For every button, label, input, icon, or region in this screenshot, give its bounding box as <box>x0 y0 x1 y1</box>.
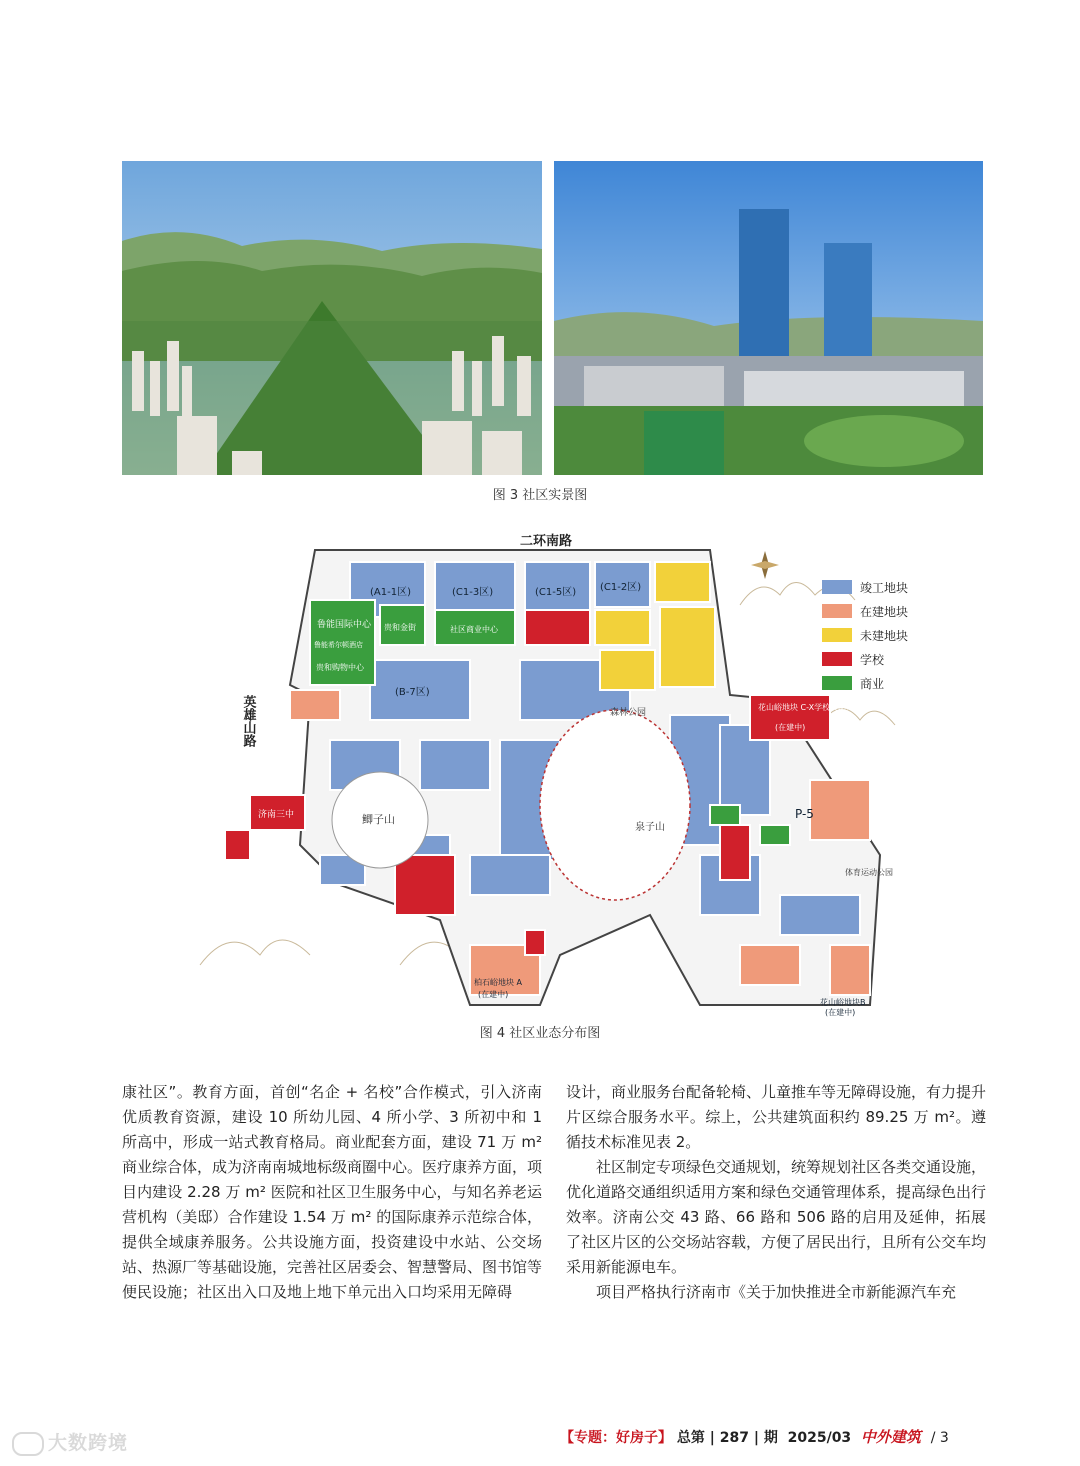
legend-label: 学校 <box>860 653 885 667</box>
label-huashan-c: 花山峪地块 C-X学校及幼儿园 <box>758 703 863 712</box>
label-huashan-b-status: (在建中) <box>825 1008 856 1017</box>
legend-label: 未建地块 <box>860 629 909 643</box>
footer-brand: 中外建筑 <box>860 1428 921 1446</box>
footer-issue-prefix: 总第 <box>676 1430 705 1446</box>
footer-issue-suffix: 期 <box>763 1430 778 1446</box>
label-liucun: 柏石峪地块 A <box>474 978 523 987</box>
label-p5: P-5 <box>795 807 814 821</box>
legend-label: 竣工地块 <box>860 581 909 595</box>
road-label-west: 英雄山路 <box>240 695 256 747</box>
label-c1-2: (C1-2区) <box>600 582 642 593</box>
label-huashan-c-status: (在建中) <box>775 723 806 732</box>
figure-4-caption: 图 4 社区业态分布图 <box>479 1026 601 1041</box>
footer-page: / 3 <box>930 1430 949 1446</box>
label-liucun-status: (在建中) <box>478 990 509 999</box>
watermark <box>12 1428 128 1456</box>
label-guihe-jinjie: 贵和金街 <box>384 623 416 632</box>
label-hotel: 鲁能希尔顿酒店 <box>314 641 363 649</box>
watermark-text: 大数跨境 <box>48 1432 129 1454</box>
label-jiyangshan: 鲫子山 <box>362 813 395 826</box>
label-huashan-b: 花山峪地块B <box>820 998 866 1007</box>
article-paragraph: 设计，商业服务台配备轮椅、儿童推车等无障碍设施，有力提升片区综合服务水平。综上，公共建筑面积约 89.25 万 m²。遵循技术标准见表 2。 <box>566 1083 987 1151</box>
label-jinan-no3: 济南三中 <box>258 810 295 820</box>
legend-swatch <box>822 604 852 618</box>
legend-label: 在建地块 <box>860 605 909 619</box>
label-forest-park: 森林公园 <box>610 708 647 718</box>
label-c1-3: (C1-3区) <box>452 587 494 598</box>
footer-issue-number: 287 <box>719 1430 749 1446</box>
legend-swatch <box>822 628 852 642</box>
article-paragraph: 社区制定专项绿色交通规划，统筹规划社区各类交通设施，优化道路交通组织适用方案和绿色交通管理体系，提高绿色出行效率。济南公交 43 路、66 路和 506 路的启用及延伸，拓展了社区片区的公交场站容载，方便了居民出行，且所有公交车均采用新能源电车。 <box>566 1158 987 1276</box>
legend-swatch <box>822 676 852 690</box>
footer-date: 2025/03 <box>787 1430 852 1446</box>
legend-label: 商业 <box>860 677 885 691</box>
article-paragraph: 项目严格执行济南市《关于加快推进全市新能源汽车充 <box>596 1283 957 1301</box>
article-column-left <box>122 1080 542 1305</box>
community-photo-mountain <box>122 161 542 475</box>
label-luneng-center: 鲁能国际中心 <box>317 620 372 630</box>
page-footer: 【专题：好房子】 总第 | 287 | 期 2025/03 中外建筑 / 3 <box>560 1428 949 1446</box>
watermark-logo-icon <box>12 1432 44 1456</box>
label-a1: (A1-1区) <box>370 587 411 598</box>
figure-3-caption: 图 3 社区实景图 <box>492 488 588 503</box>
road-label-north: 二环南路 <box>520 534 573 549</box>
label-guihe-shopping: 贵和购物中心 <box>316 663 364 672</box>
article-column-right <box>566 1080 986 1305</box>
label-sports-park: 体育运动公园 <box>845 868 893 877</box>
label-business-center: 社区商业中心 <box>450 625 498 634</box>
label-c1-5: (C1-5区) <box>535 587 577 598</box>
footer-topic: 【专题：好房子】 <box>560 1430 672 1446</box>
community-layout-map <box>180 525 950 1017</box>
article-paragraph: 康社区”。教育方面，首创“名企 + 名校”合作模式，引入济南优质教育资源，建设 10 所幼儿园、4 所小学、3 所初中和 1 所高中，形成一站式教育格局。商业配套方面，建设 71 万 m² 商业综合体，成为济南南城地标级商圈中心。医疗康养方面，项目内建设 2.28 万 m² 医院和社区卫生服务中心，与知名养老运营机构（美邸）合作建设 1.54 万 m² 的国际康养示范综合体，提供全域康养服务。公共设施方面，投资建设中水站、公交场站、热源厂等基础设施，完善社区居委会、智慧警局、图书馆等便民设施；社区出入口及地上地下单元出入口均采用无障碍 <box>122 1083 543 1301</box>
legend-swatch <box>822 580 852 594</box>
legend-swatch <box>822 652 852 666</box>
label-b7: (B-7区) <box>395 687 430 698</box>
label-quanzishan: 泉子山 <box>635 822 665 833</box>
community-photo-towers <box>554 161 983 475</box>
